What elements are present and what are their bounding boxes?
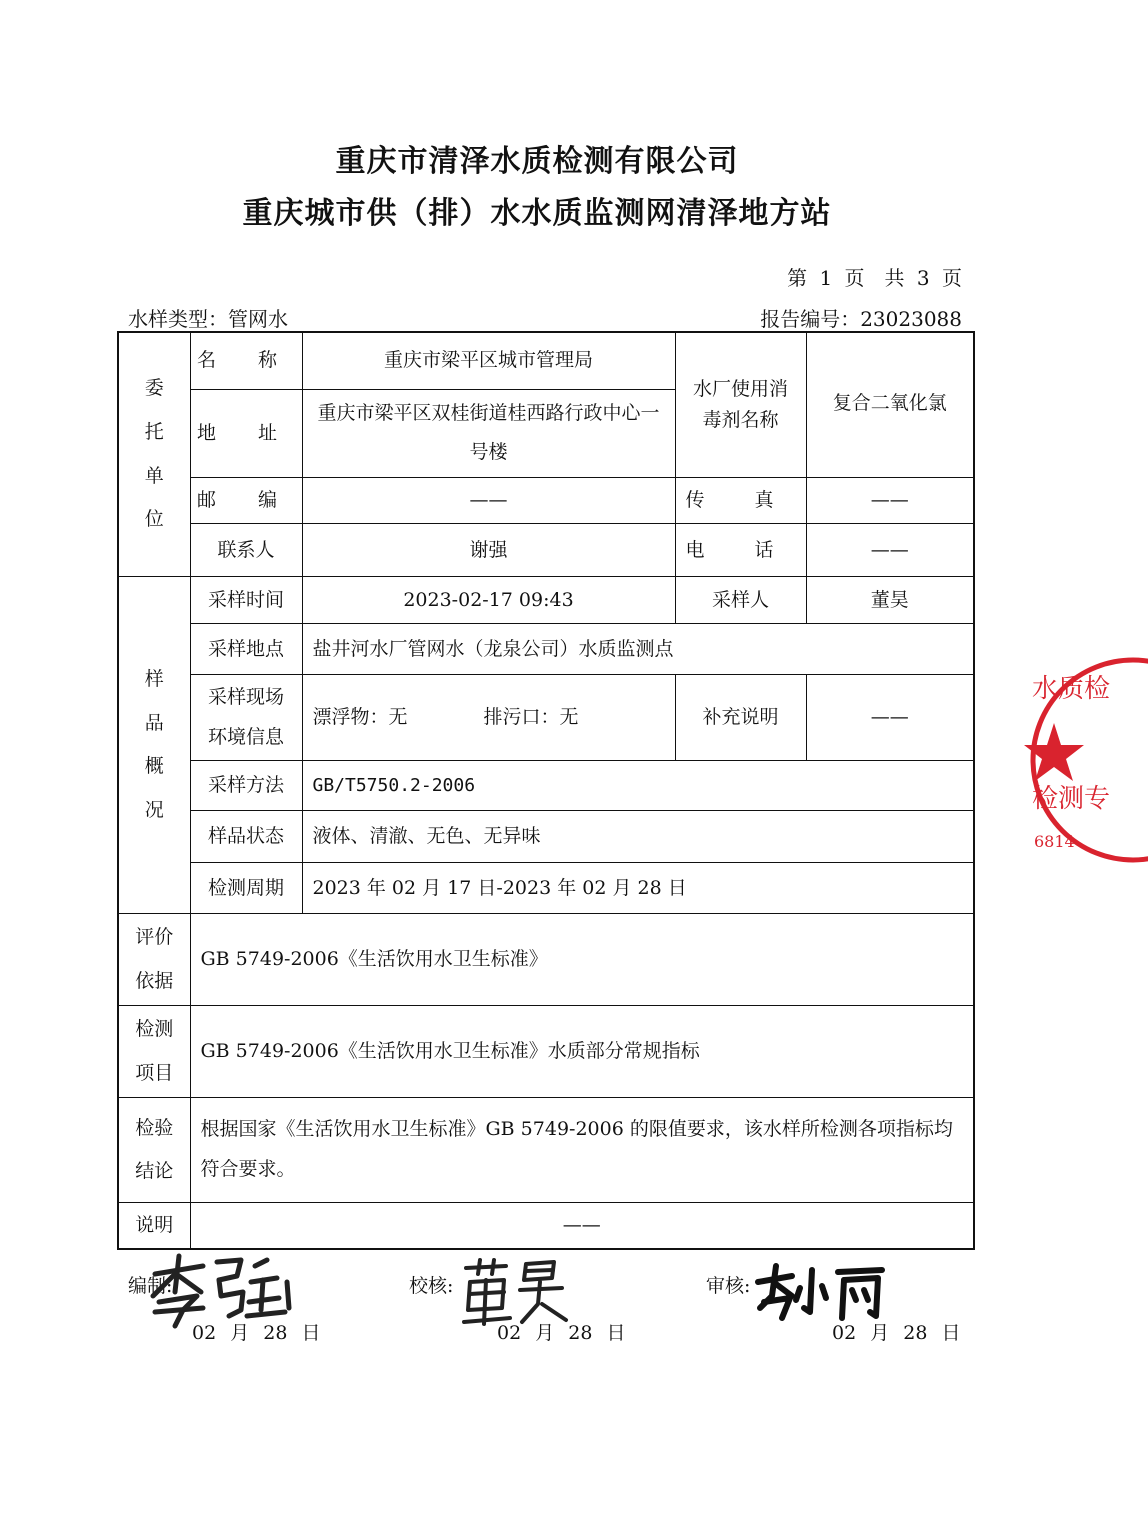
postcode-label: 邮 编 xyxy=(190,478,302,524)
sampler-value: 董昊 xyxy=(806,577,974,624)
svg-text:检测专: 检测专 xyxy=(1032,784,1111,814)
contact-value: 谢强 xyxy=(302,524,675,577)
fax-label: 传 真 xyxy=(675,478,806,524)
address-label: 地 址 xyxy=(190,389,302,478)
name-label: 名 称 xyxy=(190,332,302,389)
sampling-site-label: 采样地点 xyxy=(190,624,302,675)
report-number: 报告编号：23023088 xyxy=(760,307,962,331)
disinfectant-label: 水厂使用消毒剂名称 xyxy=(675,332,806,478)
sample-section-label: 样品概况 xyxy=(118,577,190,914)
sampling-method-value: GB/T5750.2-2006 xyxy=(302,761,974,811)
sample-state-label: 样品状态 xyxy=(190,811,302,863)
sampling-time-value: 2023-02-17 09:43 xyxy=(302,577,675,624)
remark-value: —— xyxy=(190,1203,974,1249)
company-title: 重庆市清泽水质检测有限公司 xyxy=(335,144,739,179)
note-label: 补充说明 xyxy=(675,675,806,761)
basis-label: 评价依据 xyxy=(118,914,190,1006)
checker-label: 校核: xyxy=(409,1275,454,1297)
compiler-label: 编制: xyxy=(128,1275,173,1297)
conclusion-value: 根据国家《生活饮用水卫生标准》GB 5749-2006 的限值要求，该水样所检测各项指标均符合要求。 xyxy=(190,1098,974,1203)
sampling-time-label: 采样时间 xyxy=(190,577,302,624)
remark-label: 说明 xyxy=(118,1203,190,1249)
sampling-method-label: 采样方法 xyxy=(190,761,302,811)
sampling-site-value: 盐井河水厂管网水（龙泉公司）水质监测点 xyxy=(302,624,974,675)
note-value: —— xyxy=(806,675,974,761)
address-value: 重庆市梁平区双桂街道桂西路行政中心一号楼 xyxy=(302,389,675,478)
conclusion-label: 检验结论 xyxy=(118,1098,190,1203)
outfall: 排污口：无 xyxy=(483,706,579,729)
test-period-value: 2023 年 02 月 17 日-2023 年 02 月 28 日 xyxy=(302,863,974,914)
floating-matter: 漂浮物：无 xyxy=(312,706,408,729)
company-seal xyxy=(1028,655,1148,865)
reviewer-signature xyxy=(752,1262,888,1322)
environment-value xyxy=(302,675,675,761)
station-title: 重庆城市供（排）水水质监测网清泽地方站 xyxy=(242,196,832,231)
items-label: 检测项目 xyxy=(118,1006,190,1098)
disinfectant-value: 复合二氧化氯 xyxy=(806,332,974,478)
test-period-label: 检测周期 xyxy=(190,863,302,914)
postcode-value: —— xyxy=(302,478,675,524)
page-info: 第 1 页 共 3 页 xyxy=(787,266,962,290)
items-value: GB 5749-2006《生活饮用水卫生标准》水质部分常规指标 xyxy=(190,1006,974,1098)
reviewer-label: 审核: xyxy=(706,1275,751,1297)
name-value: 重庆市梁平区城市管理局 xyxy=(302,332,675,389)
svg-text:6814: 6814 xyxy=(1034,832,1075,851)
reviewer-date: 02 月 28 日 xyxy=(832,1322,961,1344)
environment-label: 采样现场环境信息 xyxy=(190,675,302,761)
client-section-label: 委托单位 xyxy=(118,332,190,577)
svg-text:水质检: 水质检 xyxy=(1032,674,1111,704)
checker-date: 02 月 28 日 xyxy=(497,1322,626,1344)
sample-state-value: 液体、清澈、无色、无异味 xyxy=(302,811,974,863)
contact-label: 联系人 xyxy=(190,524,302,577)
phone-value: —— xyxy=(806,524,974,577)
sampler-label: 采样人 xyxy=(675,577,806,624)
report-table xyxy=(117,331,975,1250)
compiler-date: 02 月 28 日 xyxy=(192,1322,321,1344)
phone-label: 电 话 xyxy=(675,524,806,577)
water-type: 水样类型：管网水 xyxy=(128,307,288,331)
basis-value: GB 5749-2006《生活饮用水卫生标准》 xyxy=(190,914,974,1006)
fax-value: —— xyxy=(806,478,974,524)
